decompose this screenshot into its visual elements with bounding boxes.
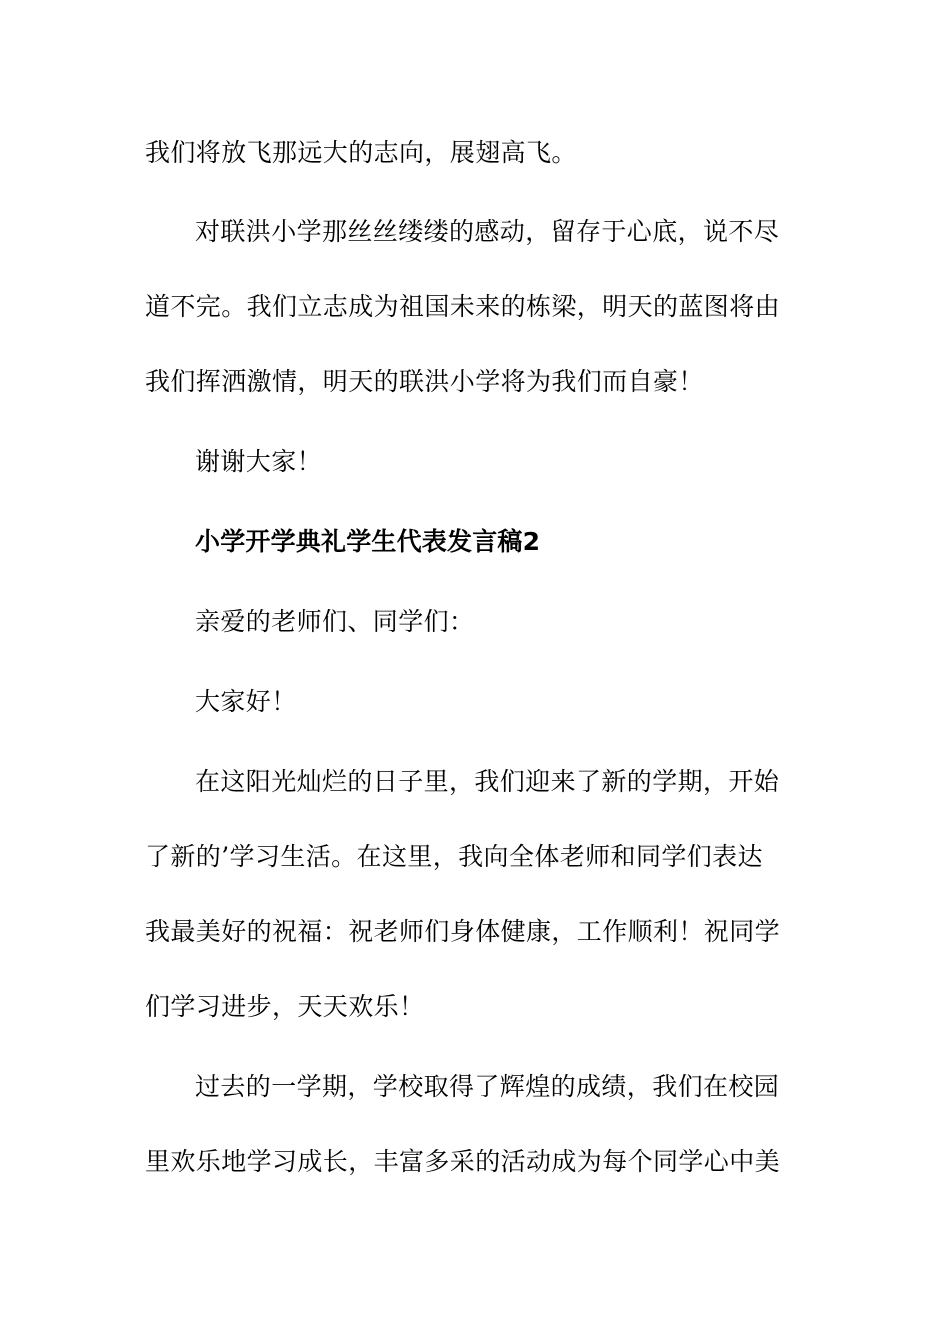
section-heading: 小学开学典礼学生代表发言稿2 bbox=[195, 527, 541, 556]
paragraph-line: 亲爱的老师们、同学们： bbox=[195, 607, 475, 636]
paragraph-line: 我们将放飞那远大的志向，展翅高飞。 bbox=[145, 138, 577, 167]
paragraph-line: 里欢乐地学习成长，丰富多采的活动成为每个同学心中美 bbox=[145, 1147, 781, 1176]
paragraph-line: 道不完。我们立志成为祖国未来的栋梁，明天的蓝图将由 bbox=[145, 292, 781, 321]
paragraph-line: 过去的一学期，学校取得了辉煌的成绩，我们在校园 bbox=[195, 1072, 780, 1101]
paragraph-line: 我最美好的祝福：祝老师们身体健康，工作顺利！祝同学 bbox=[145, 917, 781, 946]
paragraph-line: 大家好！ bbox=[195, 687, 297, 716]
paragraph-line: 了新的’学习生活。在这里，我向全体老师和同学们表达 bbox=[145, 842, 763, 871]
paragraph-line: 们学习进步，天天欢乐！ bbox=[145, 992, 425, 1021]
paragraph-line: 对联洪小学那丝丝缕缕的感动，留存于心底，说不尽 bbox=[195, 217, 780, 246]
paragraph-line: 在这阳光灿烂的日子里，我们迎来了新的学期，开始 bbox=[195, 767, 780, 796]
paragraph-line: 我们挥洒激情，明天的联洪小学将为我们而自豪！ bbox=[145, 367, 704, 396]
paragraph-line: 谢谢大家！ bbox=[195, 447, 323, 476]
